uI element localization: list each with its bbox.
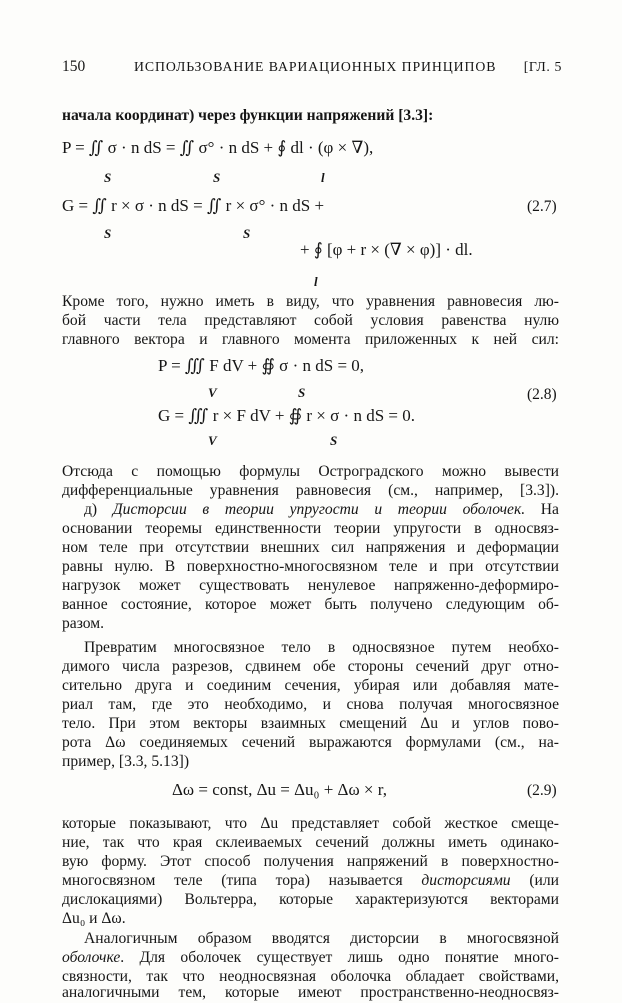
text-line: дислокациями) Вольтерра, которые характеризуются векторами <box>62 891 559 908</box>
text-line: Отсюда с помощью формулы Остроградского можно вывести <box>62 463 559 480</box>
integral-subscript: S <box>213 170 221 185</box>
text-line: тело. При этом векторы взаимных смещений Δu и углов пово- <box>62 715 559 732</box>
text-line <box>62 948 559 968</box>
text-line: Δu₀ и Δω. <box>62 910 126 927</box>
text-line: связности, так что неодносвязная оболочка обладает свойствами, <box>62 968 559 985</box>
integral-subscript: S <box>243 226 251 241</box>
page-number: 150 <box>62 58 86 75</box>
text-line: разом. <box>62 615 105 632</box>
page-header <box>62 58 562 82</box>
text-line: сительно друга и соединим сечения, убирая или добавляя мате- <box>62 677 559 694</box>
text-line: Превратим многосвязное тело в односвязное путем необхо- <box>84 639 559 656</box>
text-line: Аналогичным образом вводятся дисторсии в многосвязной <box>84 930 559 947</box>
term-italic: дисторсиями <box>421 872 511 889</box>
equation-2-8-line-1: P = ∭ F dV + ∯ σ · n dS = 0, <box>158 356 365 375</box>
text-line: дифференциальные уравнения равновесия (см., например, [3.3]). <box>62 482 559 499</box>
equation-number: (2.7) <box>527 198 557 215</box>
text-line <box>62 871 559 891</box>
integral-subscript: S <box>104 226 112 241</box>
text-line: начала координат) через функции напряжений [3.3]: <box>62 107 434 124</box>
text-line: Кроме того, нужно иметь в виду, что уравнения равновесия лю- <box>62 293 559 310</box>
text-fragment: многосвязном теле (типа тора) называется <box>62 872 422 889</box>
text-line: главного вектора и главного момента приложенных к ней сил: <box>62 331 559 348</box>
text-line: ном теле при отсутствии внешних сил напряжения и деформации <box>62 539 559 556</box>
text-line: аналогичными тем, которые имеют пространственно-неодносвяз- <box>62 984 559 1001</box>
equation-2-9: Δω = const, Δu = Δu₀ + Δω × r, <box>172 780 387 799</box>
integral-subscript: l <box>314 274 318 289</box>
text-line: нагрузок может существовать ненулевое напряженно-деформиро- <box>62 577 559 594</box>
chapter-label: [ГЛ. 5 <box>523 59 562 74</box>
section-label: д) <box>84 501 113 518</box>
equation-number: (2.9) <box>527 782 557 799</box>
text-fragment: На <box>525 501 559 518</box>
text-line: рота Δω соединяемых сечений выражаются формулами (см., на- <box>62 734 559 751</box>
text-line: бой части тела представляют собой условия равенства нулю <box>62 312 559 329</box>
text-line: равны нулю. В поверхностно-многосвязном теле и при отсутствии <box>62 558 559 575</box>
text-fragment: (или <box>510 872 559 889</box>
text-line: риал там, где это необходимо, и снова получая многосвязное <box>62 696 559 713</box>
equation-2-7-line-2: G = ∬ r × σ · n dS = ∬ r × σ° · n dS + <box>62 196 325 215</box>
equation-number: (2.8) <box>527 386 557 403</box>
integral-subscript: l <box>321 170 325 185</box>
integral-subscript: V <box>208 385 217 400</box>
text-fragment: . Для оболочек существует лишь одно понятие много- <box>120 949 559 966</box>
integral-subscript: S <box>330 433 338 448</box>
text-line: основании теоремы единственности теории упругости в односвяз- <box>62 520 559 537</box>
section-title: Дисторсии в теории упругости и теории оболочек. <box>112 501 526 518</box>
text-line: димого числа разрезов, сдвинем обе стороны сечений друг отно- <box>62 658 559 675</box>
integral-subscript: V <box>208 433 217 448</box>
text-line: ние, так что края склеиваемых сечений должны иметь одинако- <box>62 834 559 851</box>
integral-subscript: S <box>298 385 306 400</box>
equation-2-7-line-1: P = ∬ σ · n dS = ∬ σ° · n dS + ∮ dl · (φ × ∇), <box>62 138 374 157</box>
text-line: ванное состояние, которое может быть получено следующим об- <box>62 596 559 613</box>
text-line <box>62 500 559 520</box>
equation-2-8-line-2: G = ∭ r × F dV + ∯ r × σ · n dS = 0. <box>158 406 416 425</box>
text-line: вую форму. Этот способ получения напряжений в поверхностно- <box>62 853 559 870</box>
text-line: пример, [3.3, 5.13]) <box>62 753 190 770</box>
running-title: ИСПОЛЬЗОВАНИЕ ВАРИАЦИОННЫХ ПРИНЦИПОВ <box>134 59 497 74</box>
equation-2-7-line-3: + ∮ [φ + r × (∇ × φ)] · dl. <box>300 240 473 259</box>
text-line: которые показывают, что Δu представляет собой жесткое смеще- <box>62 815 559 832</box>
integral-subscript: S <box>104 170 112 185</box>
term-italic: оболочке <box>62 949 121 966</box>
